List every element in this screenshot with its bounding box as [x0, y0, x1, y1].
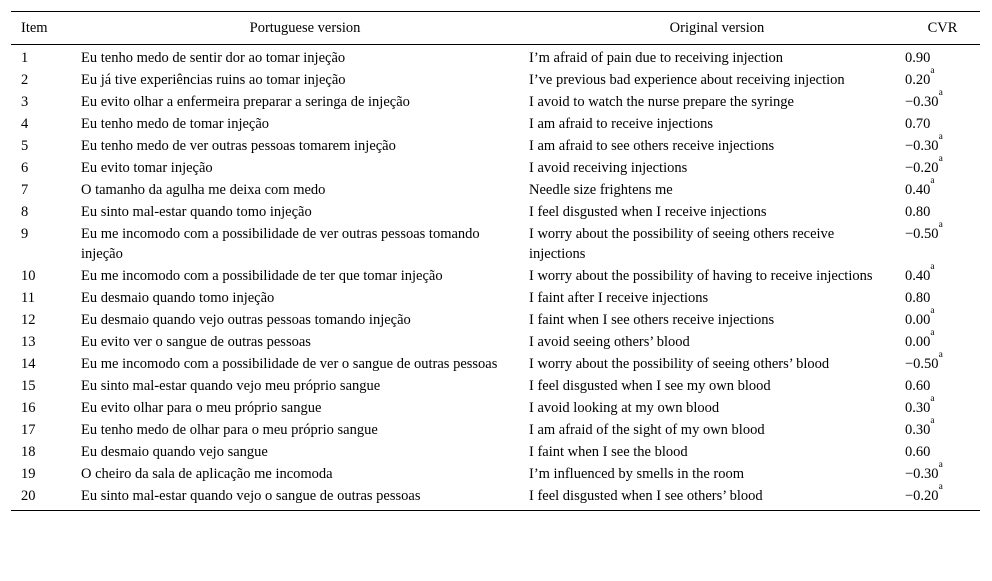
- table-row: [11, 113, 980, 135]
- table-row: [11, 441, 980, 463]
- table-container: [11, 11, 980, 511]
- portuguese-text: Eu desmaio quando vejo outras pessoas tomando injeção: [81, 312, 411, 328]
- cvr-cell: [905, 416, 980, 441]
- original-text: I avoid receiving injections: [529, 160, 688, 176]
- portuguese-text: Eu sinto mal-estar quando vejo o sangue de outras pessoas: [81, 485, 529, 511]
- cvr-value: 0.60: [905, 444, 931, 460]
- item-number: 9: [21, 226, 29, 242]
- portuguese-text: Eu evito tomar injeção: [81, 160, 213, 176]
- footnote-marker: a: [930, 394, 935, 404]
- footnote-marker: a: [930, 66, 935, 76]
- original-text: I’m influenced by smells in the room: [529, 466, 745, 482]
- table-row: [11, 353, 980, 375]
- cvr-value: 0.30: [905, 400, 931, 416]
- cvr-value: −0.30: [905, 138, 939, 154]
- cvr-cell: [905, 350, 980, 375]
- original-text: I feel disgusted when I receive injections: [529, 204, 767, 220]
- portuguese-text: Eu sinto mal-estar quando vejo meu próprio sangue: [81, 378, 381, 394]
- original-text: I faint when I see others receive injections: [529, 312, 775, 328]
- table-row: [11, 265, 980, 287]
- item-number: 14: [21, 356, 36, 372]
- cvr-value: 0.40: [905, 268, 931, 284]
- portuguese-text: Eu me incomodo com a possibilidade de ter que tomar injeção: [81, 268, 443, 284]
- footnote-marker: a: [930, 306, 935, 316]
- item-number: 3: [21, 94, 29, 110]
- portuguese-text: Eu tenho medo de sentir dor ao tomar injeção: [81, 50, 346, 66]
- cvr-value: −0.30: [905, 94, 939, 110]
- original-text: I avoid seeing others’ blood: [529, 334, 690, 350]
- cvr-value: −0.20: [905, 160, 939, 176]
- cvr-cell: [905, 287, 980, 309]
- original-text: I am afraid to see others receive injections: [529, 138, 775, 154]
- original-text: I worry about the possibility of seeing others receive injections: [529, 226, 835, 262]
- original-text: I avoid looking at my own blood: [529, 400, 720, 416]
- cvr-cell: [905, 88, 980, 113]
- item-number: 1: [21, 50, 29, 66]
- cvr-value: 0.00: [905, 312, 931, 328]
- cvr-cell: [905, 220, 980, 265]
- cvr-value: 0.60: [905, 378, 931, 394]
- portuguese-text: O cheiro da sala de aplicação me incomoda: [81, 466, 333, 482]
- cvr-cell: [905, 375, 980, 397]
- table-row: [11, 201, 980, 223]
- table-row: [11, 135, 980, 157]
- portuguese-text: Eu me incomodo com a possibilidade de ver outras pessoas tomando injeção: [81, 226, 480, 262]
- item-number: 8: [21, 204, 29, 220]
- footnote-marker: a: [938, 220, 943, 230]
- item-number: 2: [21, 72, 29, 88]
- cvr-value: 0.80: [905, 204, 931, 220]
- header-item: Item: [11, 12, 81, 45]
- table-row: [11, 419, 980, 441]
- table-row: [11, 463, 980, 485]
- footnote-marker: a: [930, 176, 935, 186]
- cvr-value: 0.30: [905, 422, 931, 438]
- cvr-cell: [905, 176, 980, 201]
- item-number: 5: [21, 138, 29, 154]
- cvr-cell: [905, 482, 980, 511]
- original-text: I avoid to watch the nurse prepare the syringe: [529, 94, 794, 110]
- table-row: [11, 91, 980, 113]
- original-text: I faint when I see the blood: [529, 444, 688, 460]
- cvr-value: −0.30: [905, 466, 939, 482]
- cvr-value: −0.50: [905, 356, 939, 372]
- portuguese-text: Eu já tive experiências ruins ao tomar injeção: [81, 72, 346, 88]
- item-number: 11: [21, 290, 35, 306]
- table-row: [11, 485, 980, 511]
- portuguese-text: Eu evito ver o sangue de outras pessoas: [81, 334, 311, 350]
- table-row: [11, 179, 980, 201]
- table-row: [11, 69, 980, 91]
- table-body: [11, 45, 980, 511]
- item-number: 17: [21, 422, 36, 438]
- footnote-marker: a: [938, 482, 943, 492]
- portuguese-text: Eu desmaio quando vejo sangue: [81, 444, 268, 460]
- cvr-value: 0.40: [905, 182, 931, 198]
- item-number: 19: [21, 466, 36, 482]
- footnote-marker: a: [938, 154, 943, 164]
- item-number: 16: [21, 400, 36, 416]
- item-number: 6: [21, 160, 29, 176]
- table-row: [11, 287, 980, 309]
- cvr-value: 0.90: [905, 50, 931, 66]
- cvr-value: 0.80: [905, 290, 931, 306]
- item-number: 15: [21, 378, 36, 394]
- item-number: 12: [21, 312, 36, 328]
- portuguese-text: Eu evito olhar a enfermeira preparar a seringa de injeção: [81, 94, 410, 110]
- table-row: [11, 45, 980, 70]
- cvr-table: [11, 11, 980, 511]
- cvr-value: −0.50: [905, 226, 939, 242]
- footnote-marker: a: [938, 350, 943, 360]
- item-number: 4: [21, 116, 29, 132]
- table-row: [11, 223, 980, 265]
- cvr-cell: [905, 262, 980, 287]
- table-row: [11, 331, 980, 353]
- footnote-marker: a: [938, 132, 943, 142]
- portuguese-text: O tamanho da agulha me deixa com medo: [81, 182, 326, 198]
- cvr-value: 0.70: [905, 116, 931, 132]
- cvr-cell: [905, 154, 980, 179]
- cvr-value: 0.20: [905, 72, 931, 88]
- table-row: [11, 157, 980, 179]
- cvr-cell: [905, 306, 980, 331]
- header-row: [11, 12, 980, 45]
- item-number: 10: [21, 268, 36, 284]
- cvr-cell: [905, 45, 980, 70]
- original-text: I’m afraid of pain due to receiving injection: [529, 50, 784, 66]
- cvr-cell: [905, 394, 980, 419]
- item-number: 18: [21, 444, 36, 460]
- table-row: [11, 397, 980, 419]
- item-number: 20: [11, 485, 81, 511]
- portuguese-text: Eu evito olhar para o meu próprio sangue: [81, 400, 322, 416]
- original-text: I’ve previous bad experience about receiving injection: [529, 72, 845, 88]
- portuguese-text: Eu sinto mal-estar quando tomo injeção: [81, 204, 312, 220]
- footnote-marker: a: [930, 328, 935, 338]
- original-text: I worry about the possibility of seeing others’ blood: [529, 356, 830, 372]
- header-portuguese: Portuguese version: [81, 12, 529, 45]
- table-row: [11, 375, 980, 397]
- original-text: I faint after I receive injections: [529, 290, 709, 306]
- table-row: [11, 309, 980, 331]
- header-cvr: CVR: [905, 12, 980, 45]
- portuguese-text: Eu tenho medo de olhar para o meu próprio sangue: [81, 422, 378, 438]
- original-text: I worry about the possibility of having to receive injections: [529, 268, 873, 284]
- original-text: Needle size frightens me: [529, 182, 673, 198]
- original-text: I am afraid to receive injections: [529, 116, 713, 132]
- portuguese-text: Eu tenho medo de tomar injeção: [81, 116, 270, 132]
- footnote-marker: a: [930, 416, 935, 426]
- cvr-value: −0.20: [905, 488, 939, 504]
- portuguese-text: Eu me incomodo com a possibilidade de ver o sangue de outras pessoas: [81, 356, 498, 372]
- cvr-value: 0.00: [905, 334, 931, 350]
- item-number: 7: [21, 182, 29, 198]
- footnote-marker: a: [930, 262, 935, 272]
- portuguese-text: Eu desmaio quando tomo injeção: [81, 290, 275, 306]
- table-header: [11, 12, 980, 45]
- original-text: I feel disgusted when I see others’ blood: [529, 485, 905, 511]
- original-text: I feel disgusted when I see my own blood: [529, 378, 771, 394]
- item-number: 13: [21, 334, 36, 350]
- portuguese-text: Eu tenho medo de ver outras pessoas tomarem injeção: [81, 138, 396, 154]
- original-text: I am afraid of the sight of my own blood: [529, 422, 765, 438]
- footnote-marker: a: [938, 88, 943, 98]
- header-original: Original version: [529, 12, 905, 45]
- footnote-marker: a: [938, 460, 943, 470]
